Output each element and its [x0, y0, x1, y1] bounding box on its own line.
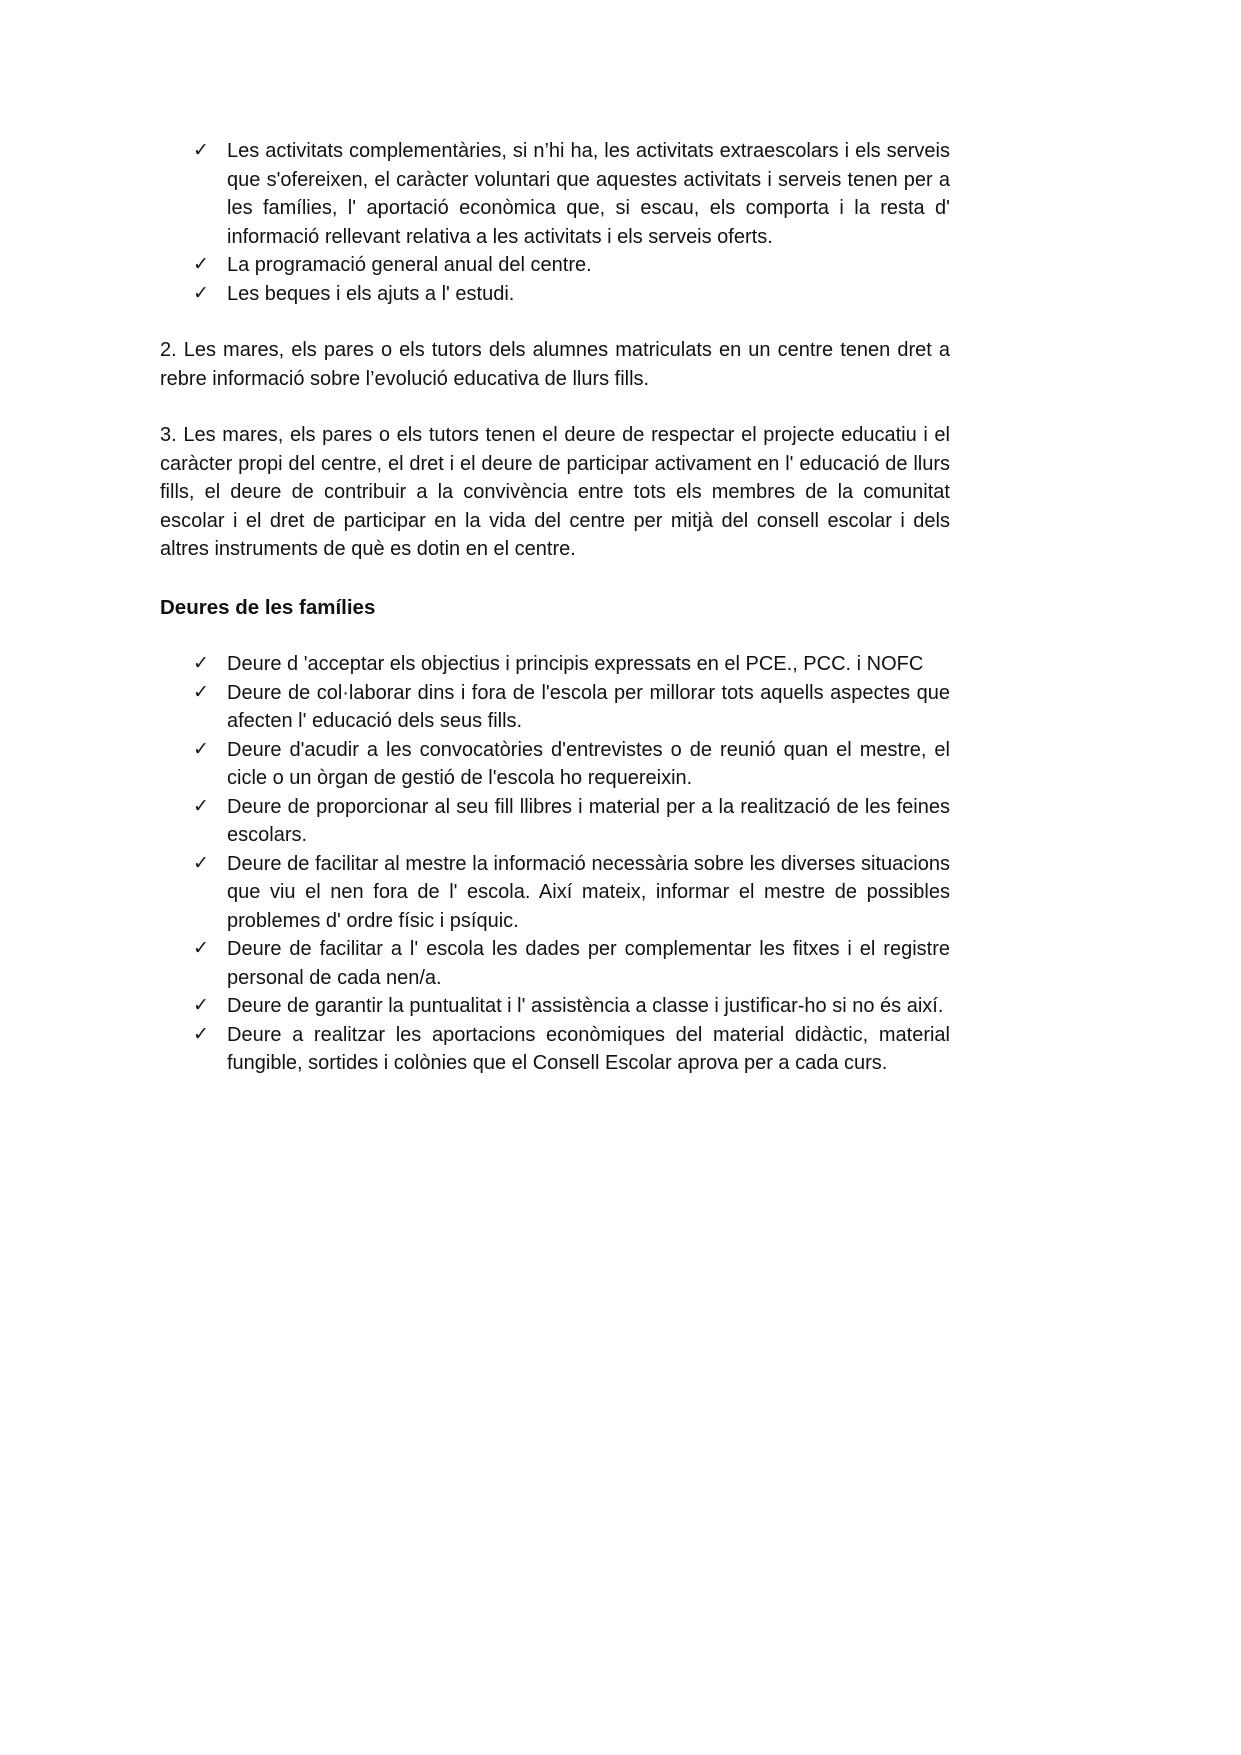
deures-bullet-list — [160, 650, 950, 1078]
list-item — [193, 850, 950, 936]
checkmark-icon: ✓ — [193, 852, 209, 874]
checkmark-icon: ✓ — [193, 653, 209, 674]
list-item — [193, 280, 950, 309]
list-item — [193, 793, 950, 850]
checkmark-icon: ✓ — [193, 140, 209, 161]
list-item-text: Deure de facilitar al mestre la informació necessària sobre les diverses situacions que viu el nen fora de l' escola. Així mateix, informar el mestre de possibles problemes d' ordre físic i psíquic. — [227, 852, 950, 932]
checkmark-icon: ✓ — [193, 1023, 209, 1045]
list-item — [193, 137, 950, 251]
list-item — [193, 736, 950, 793]
list-item-text: Les beques i els ajuts a l' estudi. — [227, 282, 515, 305]
checkmark-icon: ✓ — [193, 254, 209, 275]
checkmark-icon: ✓ — [193, 282, 209, 304]
checkmark-icon: ✓ — [193, 795, 209, 817]
paragraph-2: 2. Les mares, els pares o els tutors dels alumnes matriculats en un centre tenen dret a rebre informació sobre l’evolució educativa de llurs fills. — [160, 339, 950, 390]
checkmark-icon: ✓ — [193, 995, 209, 1016]
list-item — [193, 650, 950, 679]
checkmark-icon: ✓ — [193, 938, 209, 959]
intro-bullet-list — [160, 137, 950, 308]
list-item-text: Deure de proporcionar al seu fill llibres i material per a la realització de les feines escolars. — [227, 795, 950, 846]
list-item-text: Deure de col·laborar dins i fora de l'escola per millorar tots aquells aspectes que afecten l' educació dels seus fills. — [227, 681, 950, 732]
list-item — [193, 1021, 950, 1078]
list-item-text: Les activitats complementàries, si n’hi ha, les activitats extraescolars i els serveis que s'ofereixen, el caràcter voluntari que aquestes activitats i serveis tenen per a les famílies, l' aportació econòmica que, si escau, els comporta i la resta d' informació rellevant relativa a les activitats i els serveis oferts. — [227, 140, 950, 248]
list-item-text: Deure d 'acceptar els objectius i principis expressats en el PCE., PCC. i NOFC — [227, 653, 924, 675]
list-item — [193, 935, 950, 992]
list-item — [193, 251, 950, 280]
list-item-text: Deure de facilitar a l' escola les dades per complementar les fitxes i el registre personal de cada nen/a. — [227, 938, 950, 989]
checkmark-icon: ✓ — [193, 738, 209, 760]
list-item-text: Deure a realitzar les aportacions econòmiques del material didàctic, material fungible, sortides i colònies que el Consell Escolar aprova per a cada curs. — [227, 1023, 950, 1074]
section-heading-deures: Deures de les famílies — [160, 595, 376, 619]
list-item — [193, 992, 950, 1021]
checkmark-icon: ✓ — [193, 681, 209, 703]
list-item-text: Deure de garantir la puntualitat i l' assistència a classe i justificar-ho si no és així. — [227, 995, 944, 1017]
paragraph-3: 3. Les mares, els pares o els tutors tenen el deure de respectar el projecte educatiu i el caràcter propi del centre, el dret i el deure de participar activament en l' educació de llurs fills, el deure de contribuir a la convivència entre tots els membres de la comunitat escolar i el dret de participar en la vida del centre per mitjà del consell escolar i dels altres instruments de què es dotin en el centre. — [160, 424, 950, 560]
list-item-text: Deure d'acudir a les convocatòries d'entrevistes o de reunió quan el mestre, el cicle o un òrgan de gestió de l'escola ho requereixin. — [227, 738, 950, 789]
list-item-text: La programació general anual del centre. — [227, 254, 592, 276]
list-item — [193, 679, 950, 736]
